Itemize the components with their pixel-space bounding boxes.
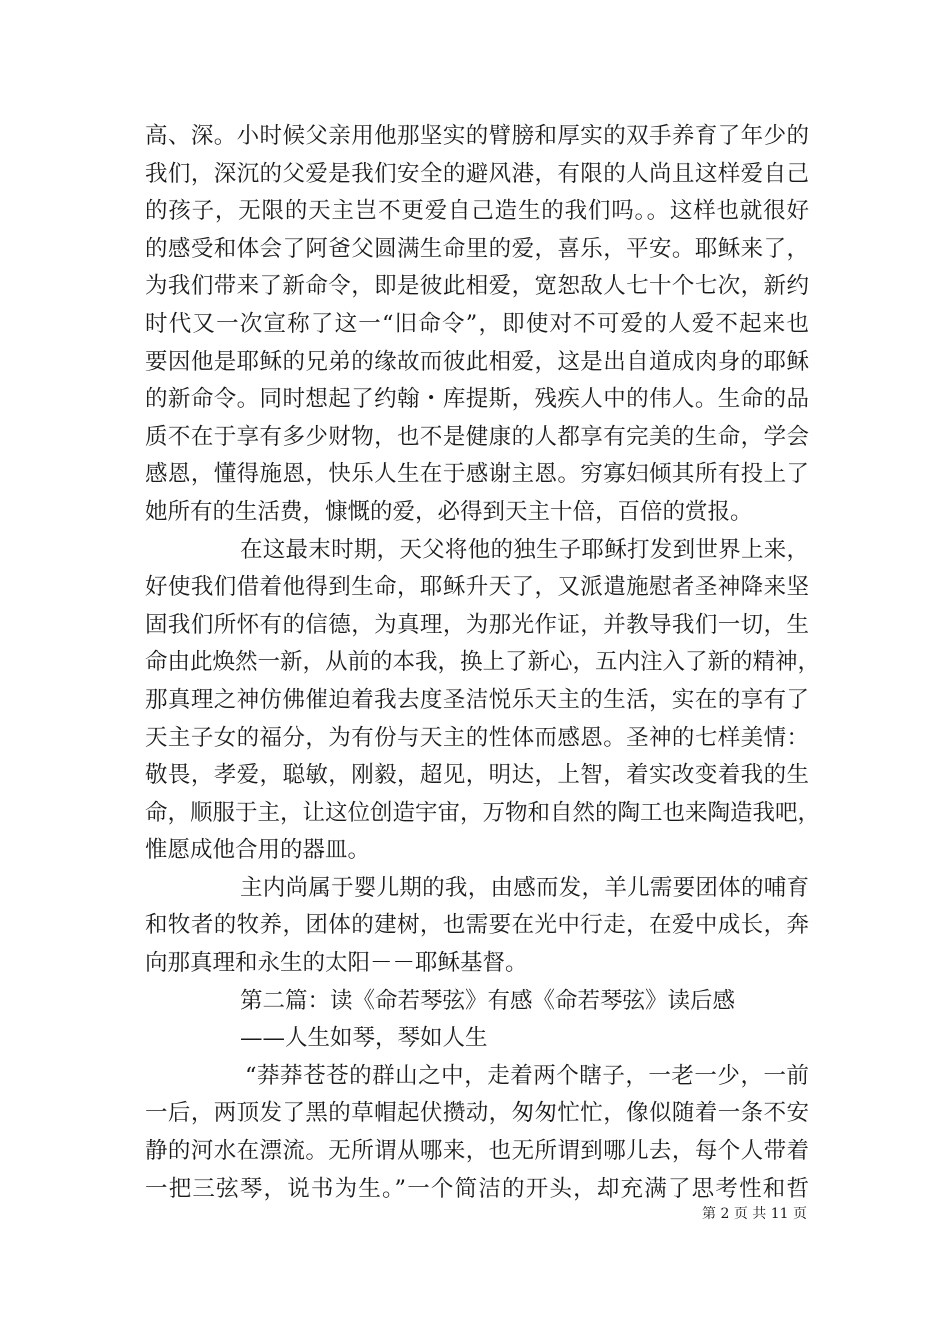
text-line: 一把三弦琴，说书为生。”一个简洁的开头，却充满了思考性和哲: [145, 1175, 809, 1202]
text-line: 天主子女的福分，为有份与天主的性体而感恩。圣神的七样美情：: [145, 724, 809, 751]
text-line: 命由此焕然一新，从前的本我，换上了新心，五内注入了新的精神，: [145, 649, 821, 676]
text-line: 的新命令。同时想起了约翰・库提斯，残疾人中的伟人。生命的品: [145, 386, 809, 413]
text-line: 的感受和体会了阿爸父圆满生命里的爱，喜乐，平安。耶稣来了，: [145, 235, 809, 262]
text-line: 固我们所怀有的信德，为真理，为那光作证，并教导我们一切，生: [145, 611, 809, 638]
body-text: [145, 118, 821, 1208]
text-line: 惟愿成他合用的器皿。: [145, 837, 371, 864]
text-line: 的孩子，无限的天主岂不更爱自己造生的我们吗。。这样也就很好: [145, 198, 809, 225]
text-line: 高、深。小时候父亲用他那坚实的臂膀和厚实的双手养育了年少的: [145, 123, 809, 149]
text-line: 为我们带来了新命令，即是彼此相爱，宽恕敌人七十个七次，新约: [145, 273, 809, 300]
text-line: 静的河水在漂流。无所谓从哪来，也无所谓到哪儿去，每个人带着: [145, 1138, 809, 1165]
text-line: 要因他是耶稣的兄弟的缘故而彼此相爱，这是出自道成肉身的耶稣: [145, 348, 809, 375]
paragraph-start-line: 主内尚属于婴儿期的我，由感而发，羊儿需要团体的哺育: [240, 874, 809, 901]
page-number-footer: 第 2 页 共 11 页: [702, 1206, 807, 1222]
text-line: 质不在于享有多少财物，也不是健康的人都享有完美的生命，学会: [145, 423, 809, 450]
text-line: 命，顺服于主，让这位创造宇宙，万物和自然的陶工也来陶造我吧，: [145, 799, 821, 826]
section-subtitle: ——人生如琴，琴如人生: [240, 1025, 488, 1052]
text-line: 我们，深沉的父爱是我们安全的避风港，有限的人尚且这样爱自己: [145, 160, 809, 187]
text-line: 时代又一次宣称了这一“旧命令”，即使对不可爱的人爱不起来也: [145, 310, 809, 337]
text-line: 一后，两顶发了黑的草帽起伏攒动，匆匆忙忙，像似随着一条不安: [145, 1100, 809, 1127]
text-line: 她所有的生活费，慷慨的爱，必得到天主十倍，百倍的赏报。: [145, 498, 753, 525]
text-line: 敬畏，孝爱，聪敏，刚毅，超见，明达，上智，着实改变着我的生: [145, 762, 809, 789]
paragraph-start-line: “莽莽苍苍的群山之中，走着两个瞎子，一老一少，一前: [245, 1062, 809, 1089]
text-line: 向那真理和永生的太阳－－耶稣基督。: [145, 950, 528, 977]
text-line: 和牧者的牧养，团体的建树，也需要在光中行走，在爱中成长，奔: [145, 912, 809, 939]
text-line: 好使我们借着他得到生命，耶稣升天了，又派遣施慰者圣神降来坚: [145, 574, 809, 601]
text-line: 那真理之神仿佛催迫着我去度圣洁悦乐天主的生活，实在的享有了: [145, 686, 809, 713]
section-heading: 第二篇：读《命若琴弦》有感《命若琴弦》读后感: [240, 987, 736, 1014]
paragraph-start-line: 在这最末时期，天父将他的独生子耶稣打发到世界上来，: [240, 536, 809, 563]
text-line: 感恩，懂得施恩，快乐人生在于感谢主恩。穷寡妇倾其所有投上了: [145, 461, 809, 488]
